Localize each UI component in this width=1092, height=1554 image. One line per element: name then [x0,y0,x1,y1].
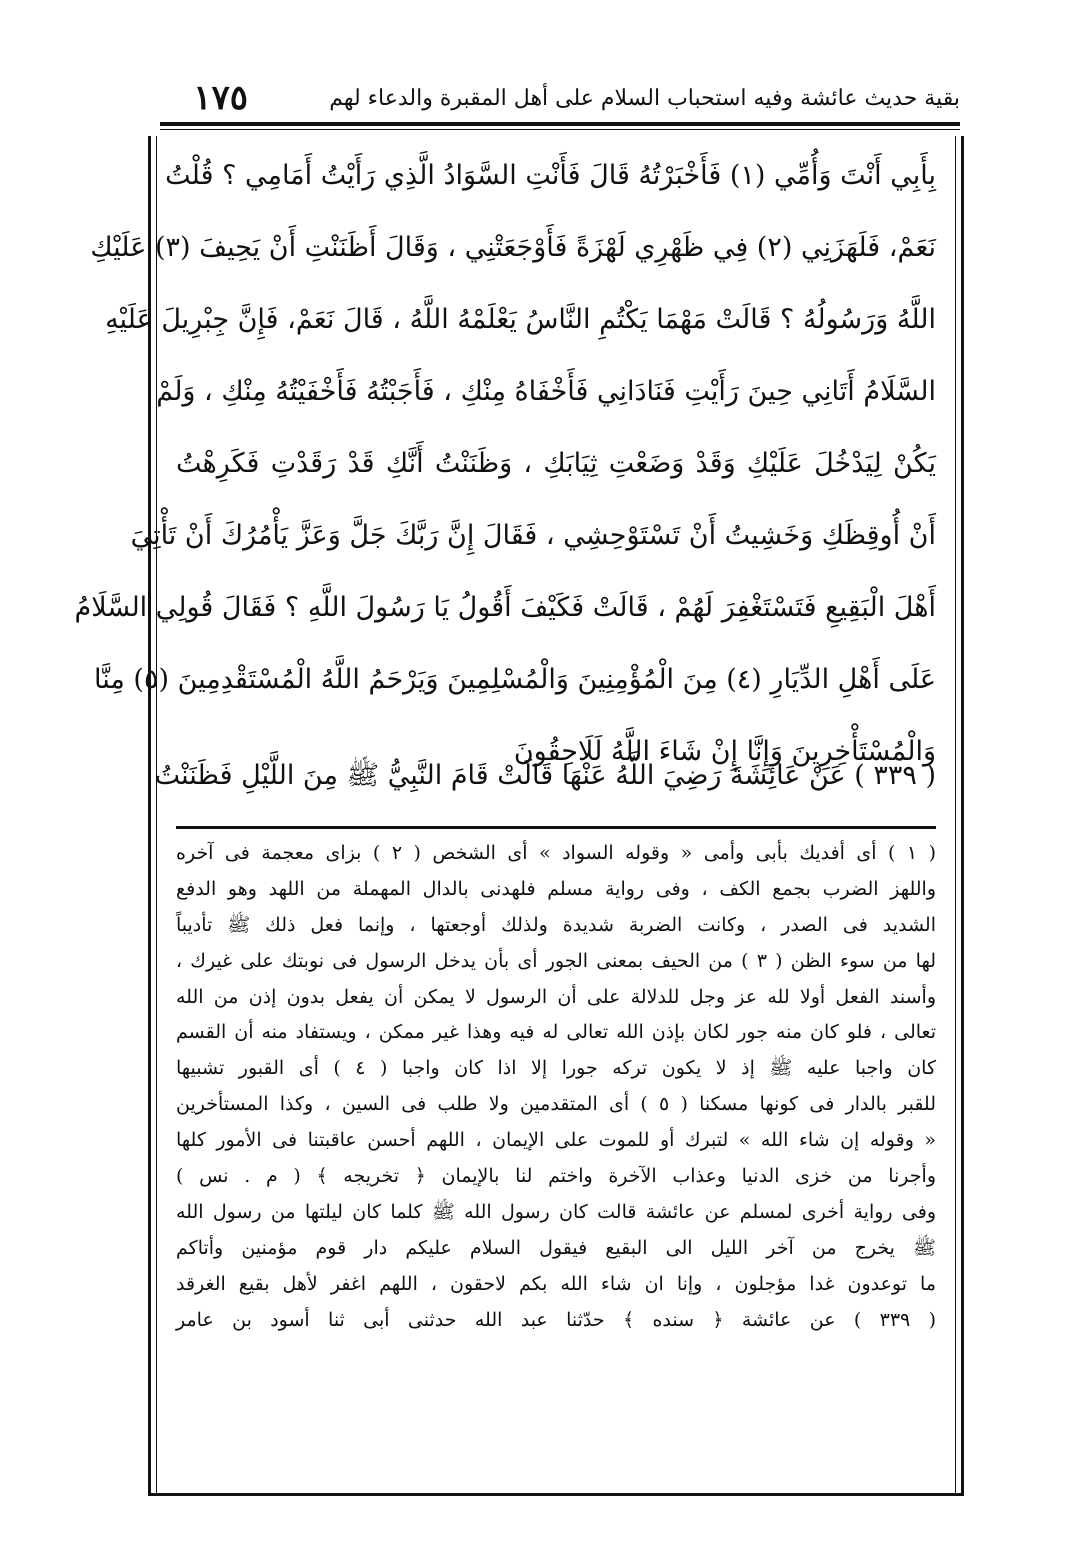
footnote-line: وفى رواية أخرى لمسلم عن عائشة قالت كان رسول الله ﷺ كلما كان ليلتها من رسول الله [176,1200,936,1223]
main-text-line: اللَّهُ وَرَسُولُهُ ؟ قَالَتْ مَهْمَا يَكْتُمِ النَّاسُ يَعْلَمْهُ اللَّهُ ، قَالَ نَعَمْ، فَإِنَّ جِبْرِيلَ عَلَيْهِ [105,304,936,335]
footnote-line: ما توعدون غدا مؤجلون ، وإنا ان شاء الله بكم لاحقون ، اللهم اغفر لأهل بقيع الغرقد [176,1272,936,1295]
main-text-line: نَعَمْ، فَلَهَزَنِي (٢) فِي ظَهْرِي لَهْزَةً فَأَوْجَعَتْنِي ، وَقَالَ أَظَنَنْتِ أَنْ يَحِيفَ (٣) عَلَيْكِ [90,232,936,263]
main-text-line: السَّلَامُ أَتَانِي حِينَ رَأَيْتِ فَنَادَانِي فَأَخْفَاهُ مِنْكِ ، فَأَجَبْتُهُ فَأَخْفَيْتُهُ مِنْكِ ، وَلَمْ [156,376,936,407]
footnote-line: ﷺ يخرج من آخر الليل الى البقيع فيقول السلام عليكم دار قوم مؤمنين وأتاكم [176,1236,936,1259]
main-text-line: أَهْلَ الْبَقِيعِ فَتَسْتَغْفِرَ لَهُمْ ، قَالَتْ فَكَيْفَ أَقُولُ يَا رَسُولَ اللَّهِ ؟ فَقَالَ قُولِي السَّلَامُ [74,592,936,623]
running-title: بقية حديث عائشة وفيه استحباب السلام على أهل المقبرة والدعاء لهم [329,86,960,111]
footnote-line: ( ١ ) أى أفديك بأبى وأمى « وقوله السواد » أى الشخص ( ٢ ) بزاى معجمة فى آخره [176,842,936,864]
footnote-line: « وقوله إن شاء الله » لتبرك أو للموت على الإيمان ، اللهم أحسن عاقبتنا فى الأمور كلها [176,1129,936,1152]
main-text-line: أَنْ أُوقِظَكِ وَخَشِيتُ أَنْ تَسْتَوْحِشِي ، فَقَالَ إِنَّ رَبَّكَ جَلَّ وَعَزَّ يَأْمُرُكَ أَنْ تَأْتِيَ [130,520,936,551]
footnote-divider [176,826,936,829]
main-text-line: وَالْمُسْتَأْخِرِينَ وَإِنَّا إِنْ شَاءَ اللَّهُ لَلَاحِقُونَ [513,736,936,767]
footnote-line: وأسند الفعل أولا لله عز وجل للدلالة على أن الرسول لا يمكن أن يفعل بدون إذن من الله [176,985,936,1008]
footnote-line: وأجرنا من خزى الدنيا وعذاب الآخرة واختم لنا بالإيمان ﴿ تخريجه ﴾ ( م . نس ) [176,1165,936,1188]
header-rule-thick [160,122,960,126]
main-text-line: عَلَى أَهْلِ الدِّيَارِ (٤) مِنَ الْمُؤْمِنِينَ وَالْمُسْلِمِينَ وَيَرْحَمُ اللَّهُ الْمُسْتَقْدِمِينَ (٥) مِنَّا [94,664,936,695]
footnote-line: ( ٣٣٩ ) عن عائشة ﴿ سنده ﴾ حدّثنا عبد الله حدثنى أبى ثنا أسود بن عامر [176,1308,937,1331]
footnote-line: للقبر بالدار فى كونها مسكنا ( ٥ ) أى المتقدمين ولا طلب فى السين ، وكذا المستأخرين [176,1093,937,1116]
main-text-line: يَكُنْ لِيَدْخُلَ عَلَيْكِ وَقَدْ وَضَعْتِ ثِيَابَكِ ، وَظَنَنْتُ أَنَّكِ قَدْ رَقَدْتِ فَكَرِهْتُ [176,448,936,479]
main-text-line: بِأَبِي أَنْتَ وَأُمِّي (١) فَأَخْبَرْتُهُ قَالَ فَأَنْتِ السَّوَادُ الَّذِي رَأَيْتُ أَمَامِي ؟ قُلْتُ [165,160,936,191]
footnote-line: الشديد فى الصدر ، وكانت الضربة شديدة ولذلك أوجعتها ، وإنما فعل ذلك ﷺ تأديباً [176,913,936,936]
footnote-line: واللهز الضرب بجمع الكف ، وفى رواية مسلم فلهدنى بالدال المهملة من اللهد وهو الدفع [176,877,936,900]
frame-bottom-line [148,1493,964,1496]
hadith-339-opening: ( ٣٣٩ ) عَنْ عَائِشَةَ رَضِيَ اللَّهُ عَنْهَا قَالَتْ قَامَ النَّبِيُّ ﷺ مِنَ اللَّيْلِ فَظَنَنْتُ [154,760,936,791]
footnote-line: كان واجبا عليه ﷺ إذ لا يكون تركه جورا إلا اذا كان واجبا ( ٤ ) أى القبور تشبيها [176,1057,936,1080]
frame-right-outer-line [961,136,964,1496]
header-rule-thin [160,129,960,130]
frame-right-inner-line [955,136,956,1496]
page-number: ١٧٥ [193,78,248,118]
page-header [160,74,960,120]
footnotes-block [176,836,936,1338]
main-text-block [74,140,936,788]
footnote-line: تعالى ، فلو كان منه جور لكان بإذن الله تعالى له فيه وهذا غير ممكن ، ويستفاد منه أن القسم [176,1021,936,1044]
footnote-line: لها من سوء الظن ( ٣ ) من الحيف بمعنى الجور أى بأن يدخل الرسول فى نوبتك على غيرك ، [176,949,936,972]
